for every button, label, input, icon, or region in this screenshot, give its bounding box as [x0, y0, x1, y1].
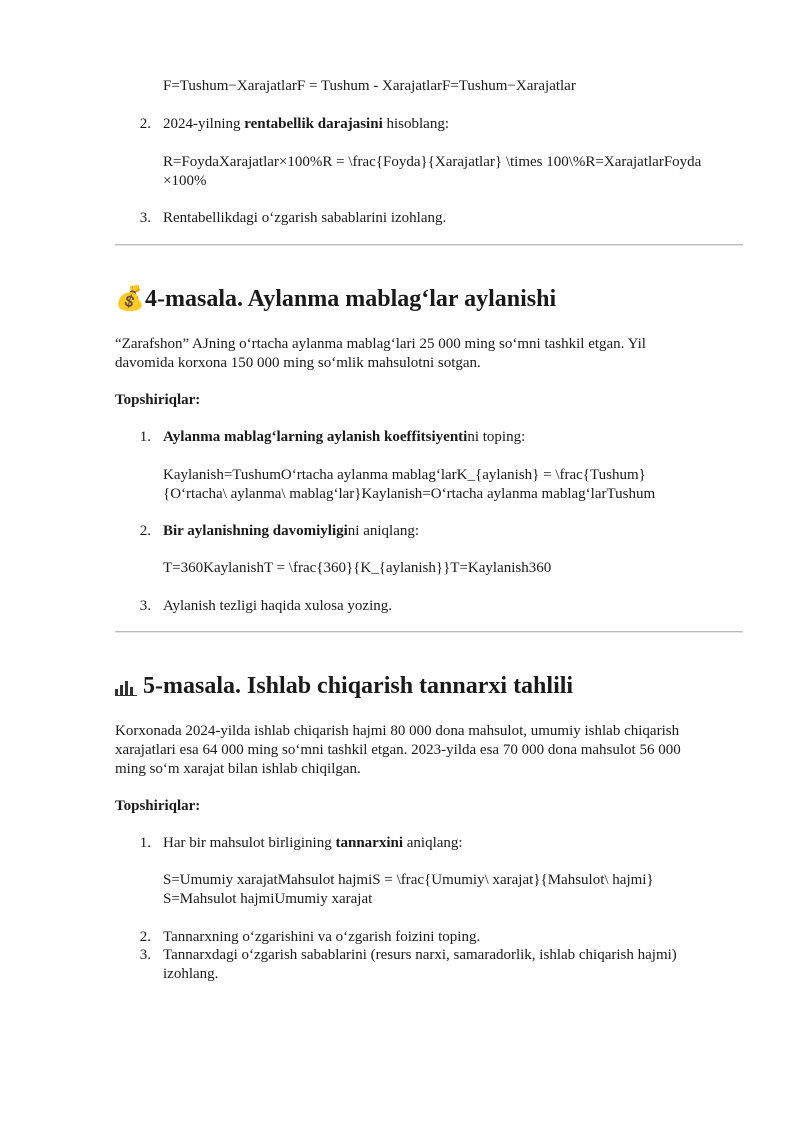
profit-formula: F=Tushum−XarajatlarF = Tushum - XarajatlarF=Tushum−Xarajatlar	[163, 78, 576, 94]
list-item	[163, 115, 449, 134]
turnover-formula-line2: {O‘rtacha\ aylanma\ mablag‘lar}Kaylanish=O‘rtacha aylanma mablag‘larTushum	[163, 486, 656, 502]
item-bold-text: tannarxini	[335, 835, 403, 851]
list-number: 3.	[139, 210, 151, 226]
duration-formula: T=360KaylanishT = \frac{360}{K_{aylanish}}T=Kaylanish360	[163, 560, 552, 576]
section-title: 4-masala. Aylanma mablag‘lar aylanishi	[145, 286, 557, 312]
list-item	[163, 834, 463, 853]
list-item: Aylanish tezligi haqida xulosa yozing.	[163, 598, 392, 614]
section-divider	[115, 244, 743, 246]
list-item	[163, 522, 419, 541]
item-text: ni toping:	[467, 429, 526, 445]
item-bold-text: rentabellik darajasini	[244, 116, 383, 132]
item-bold-text: Aylanma mablag‘larning aylanish koeffitsiyenti	[163, 429, 468, 445]
list-number: 2.	[139, 116, 151, 132]
section-title: 5-masala. Ishlab chiqarish tannarxi tahlili	[143, 673, 574, 699]
list-item-line: izohlang.	[163, 966, 219, 982]
list-number: 3.	[139, 598, 151, 614]
list-number: 1.	[139, 835, 151, 851]
item-bold-text: Bir aylanishning davomiyligi	[163, 523, 348, 539]
cost-formula-line2: S=Mahsulot hajmiUmumiy xarajat	[163, 891, 373, 907]
section-heading	[115, 671, 573, 701]
list-number: 2.	[139, 929, 151, 945]
list-item-line: Tannarxdagi o‘zgarish sabablarini (resurs narxi, samaradorlik, ishlab chiqarish hajmi)	[163, 947, 677, 963]
list-item: Tannarxning o‘zgarishini va o‘zgarish foizini toping.	[163, 929, 481, 945]
bar-chart-icon	[115, 677, 137, 696]
item-text: hisoblang:	[382, 116, 449, 132]
paragraph-line: davomida korxona 150 000 ming so‘mlik mahsulotni sotgan.	[115, 355, 481, 371]
paragraph-line: “Zarafshon” AJning o‘rtacha aylanma mablag‘lari 25 000 ming so‘mni tashkil etgan. Yil	[115, 336, 646, 352]
paragraph-line: Korxonada 2024-yilda ishlab chiqarish hajmi 80 000 dona mahsulot, umumiy ishlab chiqarish	[115, 723, 680, 739]
item-text: 2024-yilning	[163, 116, 245, 132]
section-divider	[115, 631, 743, 633]
cost-formula-line1: S=Umumiy xarajatMahsulot hajmiS = \frac{Umumiy\ xarajat}{Mahsulot\ hajmi}	[163, 872, 654, 888]
turnover-formula-line1: Kaylanish=TushumO‘rtacha aylanma mablag‘larK_{aylanish} = \frac{Tushum}	[163, 467, 646, 483]
list-number: 1.	[139, 429, 151, 445]
list-number: 2.	[139, 523, 151, 539]
money-bag-icon: 💰	[115, 286, 145, 312]
section-heading	[115, 284, 556, 314]
paragraph-line: ming so‘m xarajat bilan ishlab chiqilgan.	[115, 761, 361, 777]
tasks-heading: Topshiriqlar:	[115, 392, 201, 408]
list-number: 3.	[139, 947, 151, 963]
rentabellik-formula-line1: R=FoydaXarajatlar×100%R = \frac{Foyda}{Xarajatlar} \times 100\%R=XarajatlarFoyda	[163, 154, 702, 170]
tasks-heading: Topshiriqlar:	[115, 798, 201, 814]
list-item: Rentabellikdagi o‘zgarish sabablarini izohlang.	[163, 210, 447, 226]
item-text: ni aniqlang:	[347, 523, 420, 539]
rentabellik-formula-line2: ×100%	[163, 173, 207, 189]
item-text: Har bir mahsulot birligining	[163, 835, 336, 851]
list-item	[163, 428, 525, 447]
paragraph-line: xarajatlari esa 64 000 ming so‘mni tashkil etgan. 2023-yilda esa 70 000 dona mahsulot 56 000	[115, 742, 681, 758]
item-text: aniqlang:	[403, 835, 463, 851]
